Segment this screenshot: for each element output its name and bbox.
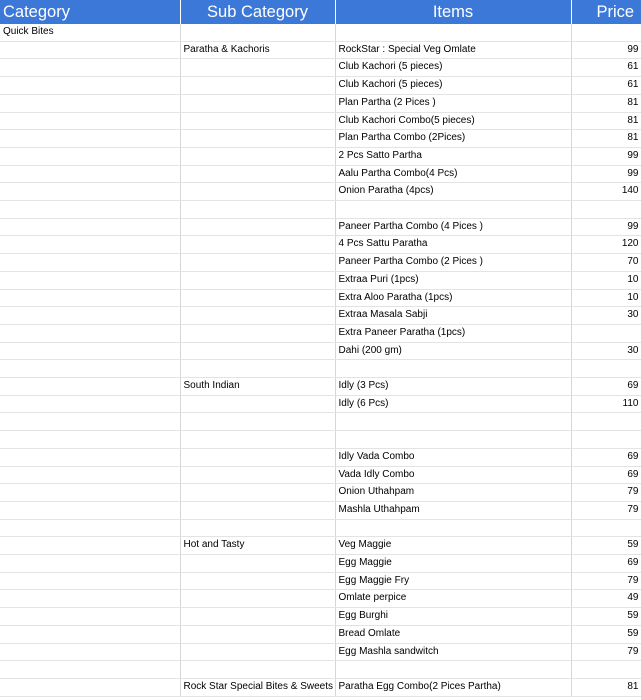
category-cell[interactable] (0, 661, 180, 679)
item-cell[interactable]: Extra Aloo Paratha (1pcs) (335, 289, 571, 307)
sub-category-cell[interactable] (180, 484, 335, 502)
category-cell[interactable] (0, 572, 180, 590)
item-cell[interactable]: Egg Maggie Fry (335, 572, 571, 590)
category-cell[interactable] (0, 112, 180, 130)
table-row (0, 590, 641, 608)
item-cell[interactable]: Extraa Masala Sabji (335, 307, 571, 325)
price-cell[interactable] (571, 519, 641, 537)
price-cell[interactable]: 61 (571, 59, 641, 77)
sub-category-cell[interactable] (180, 271, 335, 289)
sub-category-cell[interactable] (180, 342, 335, 360)
item-cell[interactable]: Paneer Partha Combo (4 Pices ) (335, 218, 571, 236)
category-cell[interactable] (0, 501, 180, 519)
item-cell[interactable]: Egg Burghi (335, 608, 571, 626)
sub-category-cell[interactable] (180, 448, 335, 466)
column-header-sub-category[interactable]: Sub Category (180, 0, 335, 24)
item-cell[interactable]: Idly Vada Combo (335, 448, 571, 466)
item-cell[interactable]: Omlate perpice (335, 590, 571, 608)
table-row (0, 395, 641, 413)
sub-category-cell[interactable] (180, 413, 335, 431)
category-cell[interactable] (0, 324, 180, 342)
table-row (0, 625, 641, 643)
price-cell[interactable]: 99 (571, 147, 641, 165)
price-cell[interactable]: 49 (571, 590, 641, 608)
category-cell[interactable]: Quick Bites (0, 24, 180, 41)
price-cell[interactable]: 69 (571, 448, 641, 466)
sub-category-cell[interactable] (180, 183, 335, 201)
category-cell[interactable] (0, 183, 180, 201)
table-row (0, 608, 641, 626)
table-row (0, 555, 641, 573)
category-cell[interactable] (0, 94, 180, 112)
item-cell[interactable] (335, 24, 571, 41)
price-cell[interactable] (571, 413, 641, 431)
table-row (0, 236, 641, 254)
table-row (0, 218, 641, 236)
category-cell[interactable] (0, 307, 180, 325)
price-cell[interactable]: 10 (571, 289, 641, 307)
sub-category-cell[interactable]: South Indian (180, 378, 335, 396)
item-cell[interactable]: Paneer Partha Combo (2 Pices ) (335, 254, 571, 272)
item-cell[interactable]: 2 Pcs Satto Partha (335, 147, 571, 165)
item-cell[interactable]: Club Kachori (5 pieces) (335, 59, 571, 77)
item-cell[interactable]: Plan Partha Combo (2Pices) (335, 130, 571, 148)
sub-category-cell[interactable] (180, 236, 335, 254)
category-cell[interactable] (0, 625, 180, 643)
category-cell[interactable] (0, 484, 180, 502)
price-cell[interactable] (571, 360, 641, 378)
item-cell[interactable] (335, 413, 571, 431)
item-cell[interactable]: 4 Pcs Sattu Paratha (335, 236, 571, 254)
table-row (0, 165, 641, 183)
category-cell[interactable] (0, 555, 180, 573)
price-cell[interactable]: 59 (571, 537, 641, 555)
table-row (0, 378, 641, 396)
price-cell[interactable] (571, 431, 641, 449)
column-header-price[interactable]: Price (571, 0, 641, 24)
price-cell[interactable]: 69 (571, 378, 641, 396)
table-row (0, 413, 641, 431)
table-row (0, 448, 641, 466)
item-cell[interactable]: Extra Paneer Paratha (1pcs) (335, 324, 571, 342)
item-cell[interactable]: Onion Paratha (4pcs) (335, 183, 571, 201)
price-cell[interactable]: 61 (571, 77, 641, 95)
category-cell[interactable] (0, 466, 180, 484)
item-cell[interactable] (335, 201, 571, 219)
sub-category-cell[interactable] (180, 572, 335, 590)
price-cell[interactable]: 30 (571, 307, 641, 325)
sub-category-cell[interactable] (180, 59, 335, 77)
sub-category-cell[interactable] (180, 147, 335, 165)
sub-category-cell[interactable]: Rock Star Special Bites & Sweets (180, 678, 335, 696)
category-cell[interactable] (0, 130, 180, 148)
price-cell[interactable]: 30 (571, 342, 641, 360)
table-row (0, 183, 641, 201)
item-cell[interactable] (335, 661, 571, 679)
category-cell[interactable] (0, 218, 180, 236)
item-cell[interactable]: Idly (6 Pcs) (335, 395, 571, 413)
price-cell[interactable] (571, 661, 641, 679)
category-cell[interactable] (0, 165, 180, 183)
price-cell[interactable]: 140 (571, 183, 641, 201)
category-cell[interactable] (0, 678, 180, 696)
table-row (0, 254, 641, 272)
category-cell[interactable] (0, 378, 180, 396)
price-cell[interactable] (571, 24, 641, 41)
price-cell[interactable]: 99 (571, 165, 641, 183)
price-cell[interactable]: 79 (571, 572, 641, 590)
category-cell[interactable] (0, 77, 180, 95)
price-cell[interactable]: 69 (571, 555, 641, 573)
item-cell[interactable] (335, 360, 571, 378)
sub-category-cell[interactable] (180, 395, 335, 413)
category-cell[interactable] (0, 360, 180, 378)
sub-category-cell[interactable] (180, 643, 335, 661)
price-cell[interactable]: 81 (571, 130, 641, 148)
sub-category-cell[interactable]: Paratha & Kachoris (180, 41, 335, 59)
sub-category-cell[interactable] (180, 165, 335, 183)
item-cell[interactable]: Egg Mashla sandwitch (335, 643, 571, 661)
table-row (0, 643, 641, 661)
item-cell[interactable]: Club Kachori Combo(5 pieces) (335, 112, 571, 130)
item-cell[interactable]: Extraa Puri (1pcs) (335, 271, 571, 289)
sub-category-cell[interactable] (180, 590, 335, 608)
price-cell[interactable]: 81 (571, 94, 641, 112)
category-cell[interactable] (0, 608, 180, 626)
item-cell[interactable]: Aalu Partha Combo(4 Pcs) (335, 165, 571, 183)
sub-category-cell[interactable] (180, 77, 335, 95)
category-cell[interactable] (0, 59, 180, 77)
table-row (0, 271, 641, 289)
sub-category-cell[interactable] (180, 555, 335, 573)
sub-category-cell[interactable] (180, 608, 335, 626)
table-body (0, 24, 641, 696)
sub-category-cell[interactable] (180, 130, 335, 148)
table-row (0, 572, 641, 590)
table-row (0, 519, 641, 537)
category-cell[interactable] (0, 519, 180, 537)
item-cell[interactable]: Idly (3 Pcs) (335, 378, 571, 396)
price-cell[interactable]: 79 (571, 643, 641, 661)
category-cell[interactable] (0, 236, 180, 254)
item-cell[interactable]: Bread Omlate (335, 625, 571, 643)
table-row (0, 324, 641, 342)
price-cell[interactable]: 120 (571, 236, 641, 254)
category-cell[interactable] (0, 643, 180, 661)
sub-category-cell[interactable] (180, 94, 335, 112)
table-header (0, 0, 641, 24)
category-cell[interactable] (0, 537, 180, 555)
price-cell[interactable] (571, 324, 641, 342)
category-cell[interactable] (0, 448, 180, 466)
price-cell[interactable]: 10 (571, 271, 641, 289)
price-cell[interactable]: 81 (571, 678, 641, 696)
category-cell[interactable] (0, 41, 180, 59)
price-cell[interactable]: 81 (571, 112, 641, 130)
item-cell[interactable]: RockStar : Special Veg Omlate (335, 41, 571, 59)
table-row (0, 501, 641, 519)
sub-category-cell[interactable] (180, 466, 335, 484)
category-cell[interactable] (0, 254, 180, 272)
column-header-items[interactable]: Items (335, 0, 571, 24)
item-cell[interactable]: Vada Idly Combo (335, 466, 571, 484)
price-cell[interactable]: 70 (571, 254, 641, 272)
table-row (0, 94, 641, 112)
table-row (0, 537, 641, 555)
sub-category-cell[interactable] (180, 254, 335, 272)
table-row (0, 307, 641, 325)
table-row (0, 342, 641, 360)
sub-category-cell[interactable] (180, 519, 335, 537)
price-cell[interactable]: 99 (571, 218, 641, 236)
item-cell[interactable] (335, 431, 571, 449)
item-cell[interactable]: Mashla Uthahpam (335, 501, 571, 519)
table-row (0, 112, 641, 130)
table-row (0, 24, 641, 41)
sub-category-cell[interactable]: Hot and Tasty (180, 537, 335, 555)
item-cell[interactable]: Club Kachori (5 pieces) (335, 77, 571, 95)
table-row (0, 77, 641, 95)
item-cell[interactable]: Dahi (200 gm) (335, 342, 571, 360)
item-cell[interactable]: Egg Maggie (335, 555, 571, 573)
price-cell[interactable] (571, 201, 641, 219)
item-cell[interactable]: Plan Partha (2 Pices ) (335, 94, 571, 112)
price-cell[interactable]: 69 (571, 466, 641, 484)
price-cell[interactable]: 110 (571, 395, 641, 413)
category-cell[interactable] (0, 590, 180, 608)
sub-category-cell[interactable] (180, 431, 335, 449)
sub-category-cell[interactable] (180, 112, 335, 130)
table-row (0, 41, 641, 59)
sub-category-cell[interactable] (180, 307, 335, 325)
sub-category-cell[interactable] (180, 661, 335, 679)
table-row (0, 201, 641, 219)
sub-category-cell[interactable] (180, 218, 335, 236)
item-cell[interactable]: Veg Maggie (335, 537, 571, 555)
sub-category-cell[interactable] (180, 360, 335, 378)
sub-category-cell[interactable] (180, 289, 335, 307)
item-cell[interactable]: Onion Uthahpam (335, 484, 571, 502)
category-cell[interactable] (0, 395, 180, 413)
category-cell[interactable] (0, 289, 180, 307)
sub-category-cell[interactable] (180, 324, 335, 342)
price-cell[interactable]: 59 (571, 608, 641, 626)
item-cell[interactable]: Paratha Egg Combo(2 Pices Partha) (335, 678, 571, 696)
sub-category-cell[interactable] (180, 501, 335, 519)
sub-category-cell[interactable] (180, 625, 335, 643)
table-row (0, 59, 641, 77)
table-row (0, 360, 641, 378)
category-cell[interactable] (0, 342, 180, 360)
item-cell[interactable] (335, 519, 571, 537)
table-row (0, 130, 641, 148)
category-cell[interactable] (0, 431, 180, 449)
category-cell[interactable] (0, 271, 180, 289)
table-row (0, 678, 641, 696)
category-cell[interactable] (0, 201, 180, 219)
sub-category-cell[interactable] (180, 201, 335, 219)
category-cell[interactable] (0, 147, 180, 165)
table-row (0, 431, 641, 449)
price-cell[interactable]: 59 (571, 625, 641, 643)
price-cell[interactable]: 99 (571, 41, 641, 59)
price-cell[interactable]: 79 (571, 501, 641, 519)
column-header-category[interactable]: Category (0, 0, 180, 24)
price-cell[interactable]: 79 (571, 484, 641, 502)
sub-category-cell[interactable] (180, 24, 335, 41)
category-cell[interactable] (0, 413, 180, 431)
table-row (0, 289, 641, 307)
table-row (0, 484, 641, 502)
table-row (0, 147, 641, 165)
table-row (0, 466, 641, 484)
table-row (0, 661, 641, 679)
